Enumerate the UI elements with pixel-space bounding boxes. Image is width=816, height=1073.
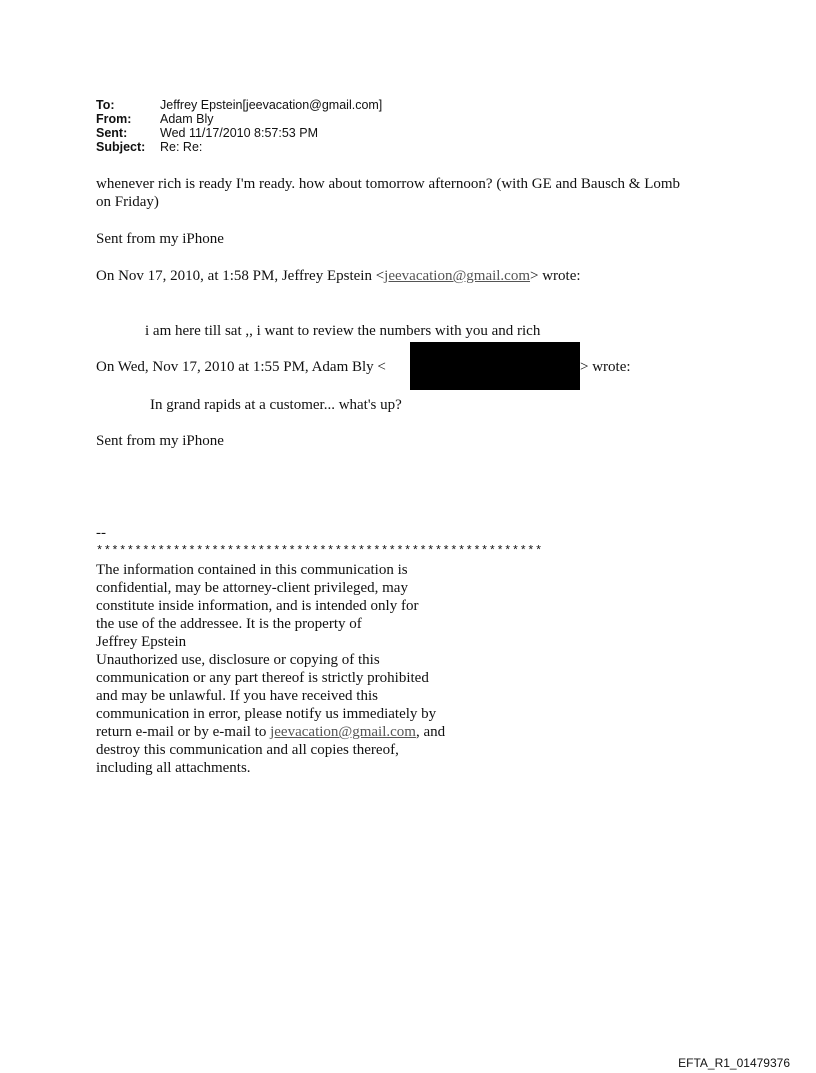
to-row <box>96 98 382 112</box>
signature-dashes: -- <box>96 525 106 541</box>
redaction-box <box>410 342 580 390</box>
sent-from-iphone-1: Sent from my iPhone <box>96 231 224 247</box>
sent-row <box>96 126 382 140</box>
disclaimer-return-line <box>96 723 445 741</box>
to-label: To: <box>96 98 115 112</box>
return-prefix: return e-mail or by e-mail to <box>96 724 271 740</box>
disclaimer-line: communication in error, please notify us immediately by <box>96 706 437 722</box>
reply-text: i am here till sat ,, i want to review the numbers with you and rich <box>145 323 541 339</box>
disclaimer-line: The information contained in this communication is <box>96 562 408 578</box>
disclaimer-line: and may be unlawful. If you have received this <box>96 688 378 704</box>
signature-stars: ********************************************************** <box>96 544 543 558</box>
email-header <box>96 98 382 154</box>
disclaimer-line: communication or any part thereof is strictly prohibited <box>96 670 429 686</box>
subject-row <box>96 140 382 154</box>
from-label: From: <box>96 112 132 126</box>
disclaimer-email-link[interactable]: jeevacation@gmail.com <box>270 724 416 740</box>
quote1-email-link[interactable]: jeevacation@gmail.com <box>384 268 531 284</box>
body-line-2: on Friday) <box>96 194 159 210</box>
document-id: EFTA_R1_01479376 <box>678 1056 790 1070</box>
subject-label: Subject: <box>96 140 146 154</box>
sent-from-iphone-2: Sent from my iPhone <box>96 433 224 449</box>
subject-value: Re: Re: <box>160 140 203 154</box>
quote1-prefix: On Nov 17, 2010, at 1:58 PM, Jeffrey Epstein < <box>96 268 385 284</box>
disclaimer-line: destroy this communication and all copies thereof, <box>96 742 399 758</box>
quote2-text: In grand rapids at a customer... what's up? <box>150 397 402 413</box>
quote-header-1 <box>96 267 581 285</box>
sent-label: Sent: <box>96 126 128 140</box>
disclaimer-block <box>96 561 445 777</box>
return-suffix: , and <box>415 724 446 740</box>
sent-value: Wed 11/17/2010 8:57:53 PM <box>160 126 318 140</box>
quote2-suffix: > wrote: <box>580 359 631 375</box>
disclaimer-line: Jeffrey Epstein <box>96 634 187 650</box>
disclaimer-line: confidential, may be attorney-client privileged, may <box>96 580 408 596</box>
disclaimer-line: including all attachments. <box>96 760 251 776</box>
from-value: Adam Bly <box>160 112 214 126</box>
quote1-suffix: > wrote: <box>530 268 581 284</box>
disclaimer-line: constitute inside information, and is intended only for <box>96 598 419 614</box>
from-row <box>96 112 382 126</box>
disclaimer-line: the use of the addressee. It is the property of <box>96 616 362 632</box>
to-value: Jeffrey Epstein[jeevacation@gmail.com] <box>160 98 383 112</box>
body-line-1: whenever rich is ready I'm ready. how about tomorrow afternoon? (with GE and Bausch & Lomb <box>96 176 681 192</box>
quote2-prefix: On Wed, Nov 17, 2010 at 1:55 PM, Adam Bly < <box>96 359 386 375</box>
disclaimer-line: Unauthorized use, disclosure or copying of this <box>96 652 380 668</box>
